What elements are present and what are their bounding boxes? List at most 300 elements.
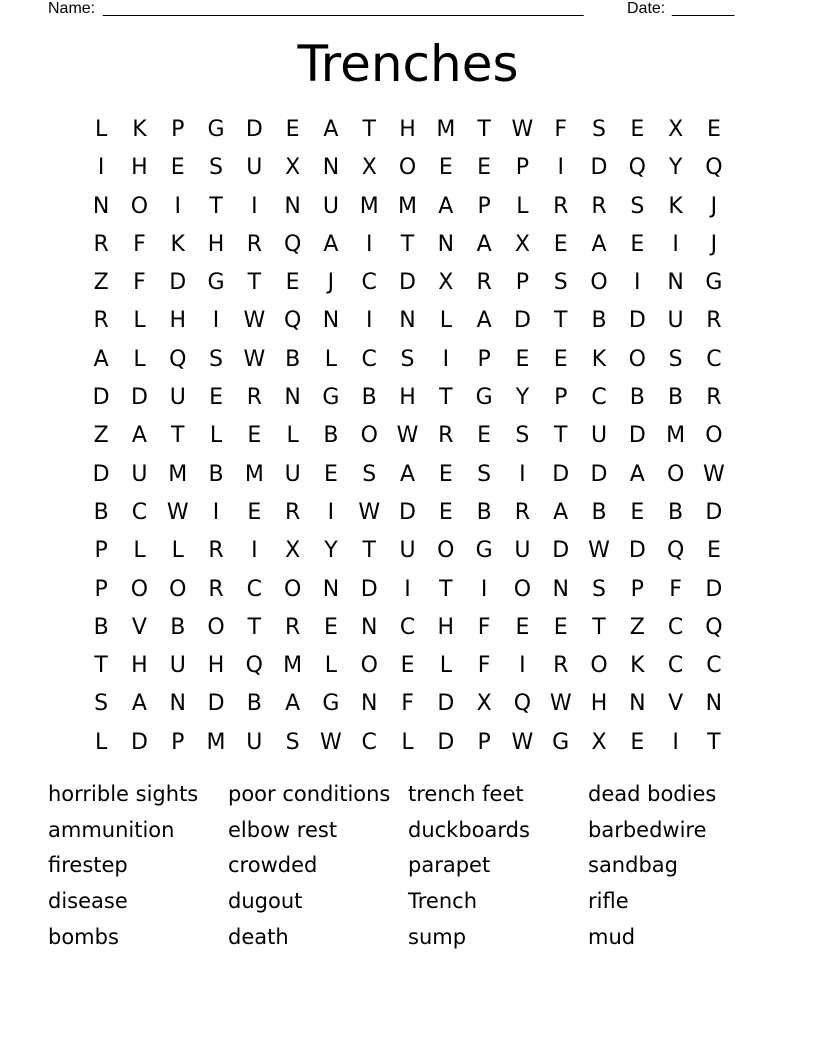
grid-cell[interactable]: R [93,308,109,334]
grid-cell[interactable]: G [705,270,723,296]
grid-cell[interactable]: O [207,614,225,640]
grid-cell[interactable]: O [130,576,149,602]
grid-row [82,571,733,609]
grid-cell[interactable]: A [591,231,607,257]
grid-cell[interactable]: L [401,729,414,755]
grid-cell[interactable]: D [130,385,148,411]
grid-cell[interactable]: C [131,499,148,525]
grid-cell[interactable]: H [399,385,416,411]
grid-cell[interactable]: M [283,653,303,679]
grid-cell[interactable]: D [628,308,646,334]
grid-cell[interactable]: M [436,117,456,142]
grid-cell[interactable]: C [399,614,416,640]
grid-cell[interactable]: E [285,117,300,142]
grid-cell[interactable]: C [706,346,722,372]
word-bank-item: disease [48,889,128,914]
grid-cell[interactable]: T [439,576,453,602]
grid-cell[interactable]: H [207,231,225,257]
grid-cell[interactable]: T [209,193,223,219]
grid-cell[interactable]: R [591,193,607,219]
grid-cell[interactable]: N [322,155,340,181]
grid-cell[interactable]: W [511,729,534,755]
grid-cell[interactable]: N [705,691,723,717]
word-bank-item: death [228,924,289,949]
grid-cell[interactable]: N [629,691,646,717]
grid-cell[interactable]: F [477,614,491,640]
grid-cell[interactable]: G [475,538,493,564]
grid-cell[interactable]: S [553,270,568,296]
grid-cell[interactable]: V [668,691,684,717]
grid-cell[interactable]: G [475,385,493,411]
grid-cell[interactable]: S [209,346,224,372]
grid-cell[interactable]: Q [245,653,263,679]
grid-cell[interactable]: O [283,576,302,602]
grid-cell[interactable]: P [554,385,568,411]
grid-row [82,188,733,226]
grid-cell[interactable]: I [97,155,105,181]
grid-cell[interactable]: K [170,231,185,257]
grid-cell[interactable]: H [437,614,455,640]
grid-cell[interactable]: T [439,385,453,411]
grid-cell[interactable]: B [591,499,607,525]
grid-cell[interactable]: I [672,231,679,257]
grid-cell[interactable]: Q [169,346,187,372]
grid-cell[interactable]: H [590,691,608,717]
grid-cell[interactable]: W [166,499,189,525]
grid-cell[interactable]: O [437,538,455,564]
grid-cell[interactable]: O [666,461,685,487]
grid-cell[interactable]: N [322,308,340,334]
grid-cell[interactable]: S [362,461,377,487]
grid-cell[interactable]: R [208,538,224,564]
grid-cell[interactable]: T [477,117,491,142]
grid-cell[interactable]: D [437,691,455,717]
grid-cell[interactable]: T [94,653,108,679]
grid-cell[interactable]: L [133,346,146,372]
grid-cell[interactable]: E [630,117,645,142]
grid-cell[interactable]: D [513,308,531,334]
grid-cell[interactable]: F [477,653,491,679]
grid-cell[interactable]: W [703,461,725,487]
grid-cell[interactable]: R [438,423,454,449]
grid-cell[interactable]: Q [666,538,685,564]
word-bank-item: trench feet [408,782,524,806]
grid-cell[interactable]: T [362,117,376,142]
grid-cell[interactable]: K [668,193,683,219]
grid-cell[interactable]: R [246,385,262,411]
grid-cell[interactable]: L [324,653,338,679]
grid-cell[interactable]: O [513,576,532,602]
grid-cell[interactable]: S [209,155,224,181]
grid-cell[interactable]: K [132,117,147,142]
grid-cell[interactable]: R [284,499,301,525]
grid-cell[interactable]: L [133,538,146,564]
grid-cell[interactable]: R [284,614,301,640]
grid-cell[interactable]: R [476,270,492,296]
word-bank-item: rifle [588,889,629,914]
grid-cell[interactable]: J [710,231,718,257]
grid-cell[interactable]: W [243,308,266,334]
grid-cell[interactable]: L [95,729,108,755]
grid-cell[interactable]: R [246,231,262,257]
grid-cell[interactable]: E [553,346,568,372]
grid-cell[interactable]: W [588,538,610,564]
grid-cell[interactable]: U [399,538,416,564]
grid-cell[interactable]: Z [93,423,109,449]
grid-cell[interactable]: D [399,499,416,525]
grid-cell[interactable]: R [208,576,224,602]
grid-cell[interactable]: E [170,155,185,181]
grid-cell[interactable]: T [247,270,262,296]
grid-cell[interactable]: X [285,155,301,181]
grid-cell[interactable]: W [396,423,419,449]
grid-cell[interactable]: B [170,614,186,640]
grid-cell[interactable]: Q [283,231,302,257]
grid-cell[interactable]: B [361,385,377,411]
grid-cell[interactable]: T [400,231,415,257]
grid-cell[interactable]: R [706,385,722,411]
name-line: ______________________________________________________ [103,0,584,17]
grid-cell[interactable]: G [552,729,570,755]
grid-cell[interactable]: M [206,729,226,755]
grid-cell[interactable]: I [212,499,220,525]
grid-cell[interactable]: E [553,614,568,640]
grid-cell[interactable]: E [553,231,568,257]
grid-cell[interactable]: F [133,270,146,296]
grid-cell[interactable]: H [131,653,148,679]
grid-cell[interactable]: B [246,691,262,717]
grid-cell[interactable]: I [327,499,335,525]
grid-cell[interactable]: I [365,231,373,257]
grid-cell[interactable]: I [212,308,220,334]
grid-cell[interactable]: T [592,614,606,640]
grid-cell[interactable]: X [476,691,492,717]
grid-cell[interactable]: R [514,499,531,525]
grid-cell[interactable]: U [169,653,186,679]
grid-cell[interactable]: B [591,308,607,334]
grid-cell[interactable]: I [672,729,679,755]
grid-cell[interactable]: M [244,461,264,487]
grid-cell[interactable]: Q [705,155,723,181]
grid-cell[interactable]: O [130,193,149,219]
grid-cell[interactable]: Y [324,538,338,564]
grid-cell[interactable]: O [705,423,723,449]
grid-cell[interactable]: L [439,308,452,334]
grid-cell[interactable]: A [93,346,109,372]
grid-cell[interactable]: P [171,117,185,142]
grid-cell[interactable]: M [398,193,418,219]
grid-cell[interactable]: S [668,346,683,372]
grid-cell[interactable]: D [628,538,646,564]
grid-cell[interactable]: U [322,193,339,219]
grid-cell[interactable]: C [667,653,684,679]
grid-cell[interactable]: R [706,308,722,334]
grid-cell[interactable]: P [477,729,491,755]
grid-cell[interactable]: E [630,499,645,525]
grid-cell[interactable]: G [322,385,340,411]
grid-cell[interactable]: E [706,117,721,142]
grid-cell[interactable]: N [360,691,378,717]
grid-cell[interactable]: S [94,691,109,717]
grid-cell[interactable]: G [207,117,225,142]
grid-cell[interactable]: I [365,308,373,334]
grid-cell[interactable]: E [438,461,453,487]
grid-cell[interactable]: N [437,231,455,257]
grid-cell[interactable]: E [209,385,223,411]
grid-cell[interactable]: P [94,538,108,564]
grid-cell[interactable]: U [284,461,301,487]
grid-cell[interactable]: I [174,193,181,219]
grid-cell[interactable]: A [399,461,416,487]
grid-cell[interactable]: D [245,117,263,142]
grid-cell[interactable]: W [511,117,534,142]
grid-cell[interactable]: X [438,270,454,296]
grid-cell[interactable]: D [360,576,378,602]
grid-cell[interactable]: W [358,499,381,525]
grid-cell[interactable]: X [285,538,301,564]
grid-cell[interactable]: S [630,193,645,219]
grid-cell[interactable]: S [477,461,492,487]
grid-cell[interactable]: U [169,385,186,411]
grid-cell[interactable]: D [705,499,723,525]
grid-cell[interactable]: W [320,729,342,755]
grid-cell[interactable]: E [515,346,530,372]
grid-cell[interactable]: D [92,385,110,411]
grid-cell[interactable]: S [285,729,300,755]
grid-cell[interactable]: E [477,155,492,181]
grid-cell[interactable]: A [553,499,569,525]
grid-cell[interactable]: N [92,193,110,219]
grid-cell[interactable]: E [438,499,453,525]
grid-cell[interactable]: Y [515,385,530,411]
grid-cell[interactable]: N [399,308,416,334]
grid-cell[interactable]: L [171,538,184,564]
grid-cell[interactable]: M [359,193,379,219]
grid-cell[interactable]: C [361,346,377,372]
grid-cell[interactable]: F [669,576,682,602]
grid-cell[interactable]: E [630,231,645,257]
grid-cell[interactable]: N [360,614,378,640]
grid-cell[interactable]: T [553,308,568,334]
grid-cell[interactable]: P [171,729,185,755]
grid-cell[interactable]: S [400,346,415,372]
grid-cell[interactable]: M [168,461,188,487]
grid-cell[interactable]: D [169,270,187,296]
grid-cell[interactable]: L [286,423,299,449]
grid-cell[interactable]: M [666,423,686,449]
grid-cell[interactable]: P [630,576,644,602]
grid-cell[interactable]: D [130,729,148,755]
grid-cell[interactable]: A [476,308,492,334]
grid-cell[interactable]: N [322,576,340,602]
grid-cell[interactable]: I [251,538,258,564]
grid-cell[interactable]: N [667,270,684,296]
grid-cell[interactable]: D [552,461,570,487]
grid-cell[interactable]: B [476,499,492,525]
grid-cell[interactable]: A [285,691,301,717]
grid-cell[interactable]: O [590,653,608,679]
grid-cell[interactable]: L [324,346,338,372]
grid-cell[interactable]: A [323,117,339,142]
grid-cell[interactable]: T [707,729,721,755]
grid-cell[interactable]: O [360,653,378,679]
grid-cell[interactable]: H [207,653,225,679]
grid-cell[interactable]: I [519,461,526,487]
grid-cell[interactable]: D [207,691,225,717]
grid-cell[interactable]: D [628,423,646,449]
grid-cell[interactable]: D [590,461,608,487]
grid-cell[interactable]: U [131,461,148,487]
letter-grid [82,111,733,762]
grid-cell[interactable]: G [322,691,340,717]
grid-cell[interactable]: A [131,423,147,449]
grid-cell[interactable]: E [400,653,415,679]
grid-cell[interactable]: B [668,385,684,411]
grid-cell[interactable]: N [169,691,186,717]
grid-cell[interactable]: E [515,614,530,640]
grid-cell[interactable]: L [439,653,452,679]
grid-cell[interactable]: C [591,385,607,411]
grid-cell[interactable]: R [93,231,109,257]
grid-cell[interactable]: E [477,423,492,449]
grid-cell[interactable]: S [515,423,530,449]
grid-cell[interactable]: I [251,193,258,219]
grid-cell[interactable]: I [557,155,564,181]
grid-cell[interactable]: X [591,729,607,755]
grid-cell[interactable]: B [93,614,109,640]
grid-cell[interactable]: Q [513,691,532,717]
grid-cell[interactable]: H [399,117,416,142]
grid-cell[interactable]: D [399,270,416,296]
grid-cell[interactable]: U [246,729,263,755]
grid-cell[interactable]: Y [668,155,683,181]
grid-cell[interactable]: I [519,653,526,679]
grid-cell[interactable]: Q [283,308,302,334]
grid-cell[interactable]: N [552,576,569,602]
grid-cell[interactable]: U [246,155,263,181]
grid-cell[interactable]: E [630,729,645,755]
grid-cell[interactable]: N [284,193,301,219]
grid-cell[interactable]: P [477,346,491,372]
grid-cell[interactable]: C [706,653,722,679]
grid-cell[interactable]: E [247,499,262,525]
grid-cell[interactable]: L [516,193,529,219]
grid-cell[interactable]: X [514,231,530,257]
grid-cell[interactable]: W [243,346,266,372]
grid-cell[interactable]: B [93,499,109,525]
grid-cell[interactable]: X [668,117,684,142]
grid-cell[interactable]: W [549,691,572,717]
grid-cell[interactable]: T [247,614,262,640]
grid-cell[interactable]: Q [628,155,646,181]
grid-cell[interactable]: V [131,614,147,640]
grid-cell[interactable]: L [133,308,146,334]
grid-cell[interactable]: Q [705,614,723,640]
grid-cell[interactable]: D [552,538,570,564]
grid-cell[interactable]: U [590,423,608,449]
grid-cell[interactable]: E [247,423,262,449]
grid-cell[interactable]: O [590,270,608,296]
grid-cell[interactable]: F [554,117,568,142]
grid-row [82,494,733,532]
grid-cell[interactable]: C [361,729,377,755]
grid-cell[interactable]: E [438,155,453,181]
word-bank [48,777,768,955]
grid-cell[interactable]: B [208,461,224,487]
grid-cell[interactable]: T [362,538,376,564]
grid-cell[interactable]: P [477,193,491,219]
grid-cell[interactable]: F [401,691,414,717]
grid-cell[interactable]: O [628,346,646,372]
grid-cell[interactable]: A [438,193,454,219]
grid-cell[interactable]: R [553,653,569,679]
grid-cell[interactable]: I [404,576,411,602]
grid-cell[interactable]: I [442,346,450,372]
grid-cell[interactable]: P [515,270,530,296]
grid-cell[interactable]: A [476,231,492,257]
grid-cell[interactable]: B [668,499,684,525]
grid-cell[interactable]: J [327,270,335,296]
grid-cell[interactable]: K [591,346,607,372]
grid-cell[interactable]: N [284,385,301,411]
grid-cell[interactable]: S [592,576,606,602]
grid-cell[interactable]: I [480,576,488,602]
grid-cell[interactable]: T [171,423,185,449]
grid-cell[interactable]: B [629,385,645,411]
grid-row [82,417,733,455]
grid-cell[interactable]: C [667,614,684,640]
grid-cell[interactable]: O [360,423,378,449]
grid-cell[interactable]: A [323,231,339,257]
grid-cell[interactable]: C [361,270,377,296]
grid-cell[interactable]: E [285,270,300,296]
grid-cell[interactable]: Z [629,614,645,640]
grid-cell[interactable]: H [169,308,187,334]
grid-cell[interactable]: C [246,576,263,602]
grid-cell[interactable]: H [131,155,148,181]
grid-cell[interactable]: U [667,308,684,334]
grid-cell[interactable]: O [169,576,187,602]
grid-cell[interactable]: A [131,691,147,717]
grid-cell[interactable]: B [323,423,339,449]
grid-cell[interactable]: K [630,653,645,679]
grid-cell[interactable]: E [323,461,338,487]
grid-cell[interactable]: B [285,346,301,372]
grid-cell[interactable]: F [133,231,146,257]
grid-cell[interactable]: D [590,155,608,181]
grid-cell[interactable]: G [207,270,225,296]
grid-cell[interactable]: T [553,423,568,449]
grid-cell[interactable]: S [592,117,606,142]
grid-cell[interactable]: A [629,461,645,487]
grid-cell[interactable]: X [361,155,377,181]
grid-cell[interactable]: L [209,423,223,449]
grid-cell[interactable]: E [706,538,721,564]
grid-cell[interactable]: I [634,270,641,296]
grid-cell[interactable]: Z [93,270,109,296]
grid-cell[interactable]: D [437,729,455,755]
grid-cell[interactable]: D [705,576,723,602]
grid-cell[interactable]: D [92,461,110,487]
grid-cell[interactable]: O [398,155,417,181]
grid-cell[interactable]: R [553,193,569,219]
grid-cell[interactable]: L [95,117,108,142]
grid-cell[interactable]: J [710,193,718,219]
grid-cell[interactable]: P [94,576,108,602]
grid-cell[interactable]: U [514,538,531,564]
grid-cell[interactable]: P [515,155,530,181]
grid-cell[interactable]: E [323,614,338,640]
